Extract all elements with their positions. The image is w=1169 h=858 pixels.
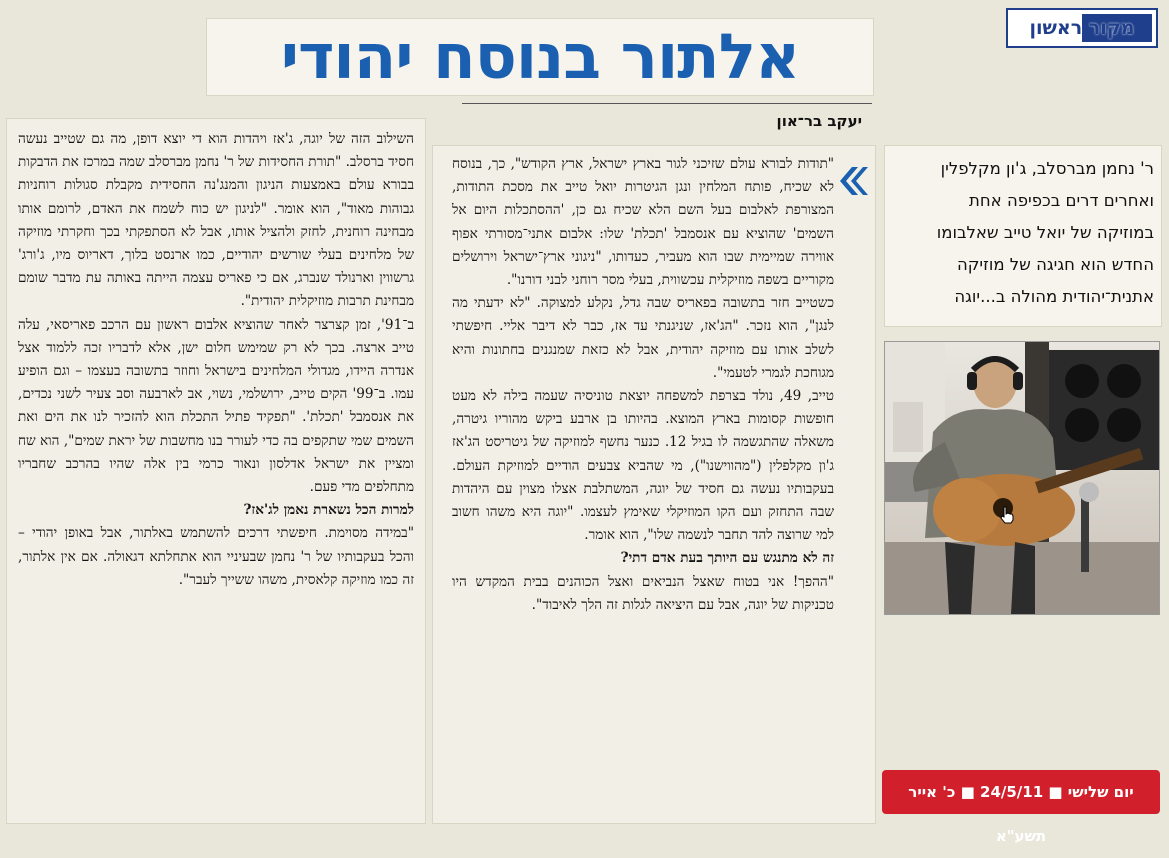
left-article-text — [18, 128, 414, 820]
left-article-panel — [6, 118, 426, 824]
right-article-panel — [432, 145, 876, 824]
pull-quote: ר' נחמן מברסלב, ג'ון מקלפלין ואחרים דרים בכפיפה אחת במוזיקה של יואל טייב שאלבומו החדש הוא חגיגה של מוזיקה אתנית־יהודית מהולה ב...יוגה — [936, 159, 1154, 306]
right-article-text — [452, 153, 834, 823]
quote-mark — [834, 163, 868, 199]
date-banner — [882, 770, 1160, 845]
logo-text: מקור ראשון — [1029, 17, 1135, 39]
right-para-2: כשטייב חזר בתשובה בפאריס שבה גדל, נקלע למצוקה. "לא ידעתי מה לנגן", הוא נזכר. "הג'אז, שניגנתי עד אז, כבר לא דיבר אליי. חיפשתי לשלב אותו עם מוזיקה יהודית, אבל לא כזאת שמנגנים בחתונות והיא מגוחכת לגמרי לטעמי". — [452, 295, 834, 381]
pull-quote-panel — [884, 145, 1162, 327]
right-para-3: טייב, 49, נולד בצרפת למשפחה יוצאת טוניסיה שעמה בילה לא מעט חופשות קסומות בארץ המוצא. בהיותו בן ארבע ביקש מהוריו גיטרה, משאלה שהתגשמה לו בגיל 12. כנער נחשף למוזיקה של גיטריסט הג'אז ג'ון מקלפלין ("מהווישנו"), מי שהביא צבעים הודיים למוזיקת העולם. בעקבותיו נעשה גם חסיד של יוגה, המשתלבת אצלו מצוין עם היהדות שבה התחזק ועם הקו המוזיקלי שאימץ לעצמו. "יוגה היא משהו חשוב למי שרוצה להד תחבר לנשמה שלו", הוא אומר. — [452, 388, 834, 544]
left-para-1: השילוב הזה של יוגה, ג'אז ויהדות הוא די יוצא דופן, מה גם שטייב נעשה חסיד ברסלב. "תורת החסידות של ר' נחמן מברסלב שמה במרכז את הדבקות בבורא עולם באמצעות הניגון והמנג'נה החסידית מקבלת סגולות רוחניות גבוהות מאוד", הוא אומר. "לניגון יש כוח לשמח את האדם, לרומם אותו מבחינה רוחנית, לחזק ולהציל אותו, אבל לא הסתפקתי בכך וחקרתי מוזיקה של מלחינים בעלי שורשים יהודיים, כמו ארנסט בלוך, דאריוס מיו, ג'ורג' גרשווין וארנולד שנברג, אם כי פאריס עצמה הייתה באותה עת מדבר שומם מבחינת תרבות מוזיקלית יהודית". — [18, 131, 414, 310]
logo — [1006, 8, 1158, 48]
photo — [884, 341, 1160, 615]
headline: אלתור בנוסח יהודי — [280, 20, 800, 93]
byline-rule — [462, 103, 872, 104]
headline-panel — [206, 18, 874, 96]
right-para-1: "תודות לבורא עולם שזיכני לגור בארץ ישראל, ארץ הקודש", כך, בנוסח לא שכיח, פותח המלחין ונגן הגיטרות יואל טייב את מסכת התודות, המצורפת לאלבום בעל השם הלא שכיח גם כן, 'ההסתכלות היום אל השמים' שהוציא עם אנסמבל 'תכלת' שלו: אלבום אתני־מסורתי אפוף אווירה שמיימית שבו הוא מעביר, כעדותו, "ניגוני ארץ־ישראל וירושלים מקוריים בשפה מוזיקלית עכשווית, בעלי מסר רוחני לבני דורנו". — [452, 156, 834, 289]
left-para-3: "במידה מסוימת. חיפשתי דרכים להשתמש באלתור, אבל באופן יהודי – והכל בעקבותיו של ר' נחמן שבעיניי הוא אתחלתא דגאולה. אם אין אלתור, זה כמו מוזיקה קלאסית, משהו ששייך לעבר". — [18, 525, 414, 588]
double-chevron-left-icon — [834, 163, 868, 199]
left-question: למרות הכל נשארת נאמן לג'אז? — [243, 502, 414, 519]
right-question: זה לא מתנגש עם היותך בעת אדם דתי? — [620, 550, 834, 567]
date-banner-text: יום שלישי ■ 24/5/11 ■ כ' אייר תשע"א — [908, 783, 1134, 845]
right-para-4: "ההפך! אני בטוח שאצל הנביאים ואצל הכוהנים בבית המקדש היו טכניקות של יוגה, אבל עם היציאה לגלות זה הלך לאיבוד". — [452, 573, 834, 613]
left-para-2: ב־91', זמן קצרצר לאחר שהוציא אלבום ראשון עם הרכב פאריסאי, עלה טייב ארצה. בכך לא רק שמימש חלום ישן, אלא לדבריו זכה ללמוד אצל אנדרה היידו, מגדולי המלחינים בישראל וחוזר בתשובה בעצמו – וגם הופיע עמו. ב־99' הקים טייב, ירושלמי, נשוי, אב לארבעה וסב צעיר לשני נכדים, את אנסמבל 'תכלת'. "תפקיד פתיל התכלת הוא להזכיר לנו את הים ואת השמים שמי שתקפים בה כדי לעורר בנו מחשבות של יראת שמים", הוא שח ומציין את ישראל אדלסון ונאור כרמי בין אלה שהיו בהרכב שחבריו מתחלפים מדי פעם. — [18, 316, 414, 496]
hand-pointer-icon — [999, 506, 1015, 524]
byline: יעקב בר־און — [776, 112, 862, 130]
guitar-player-photo — [885, 342, 1159, 614]
